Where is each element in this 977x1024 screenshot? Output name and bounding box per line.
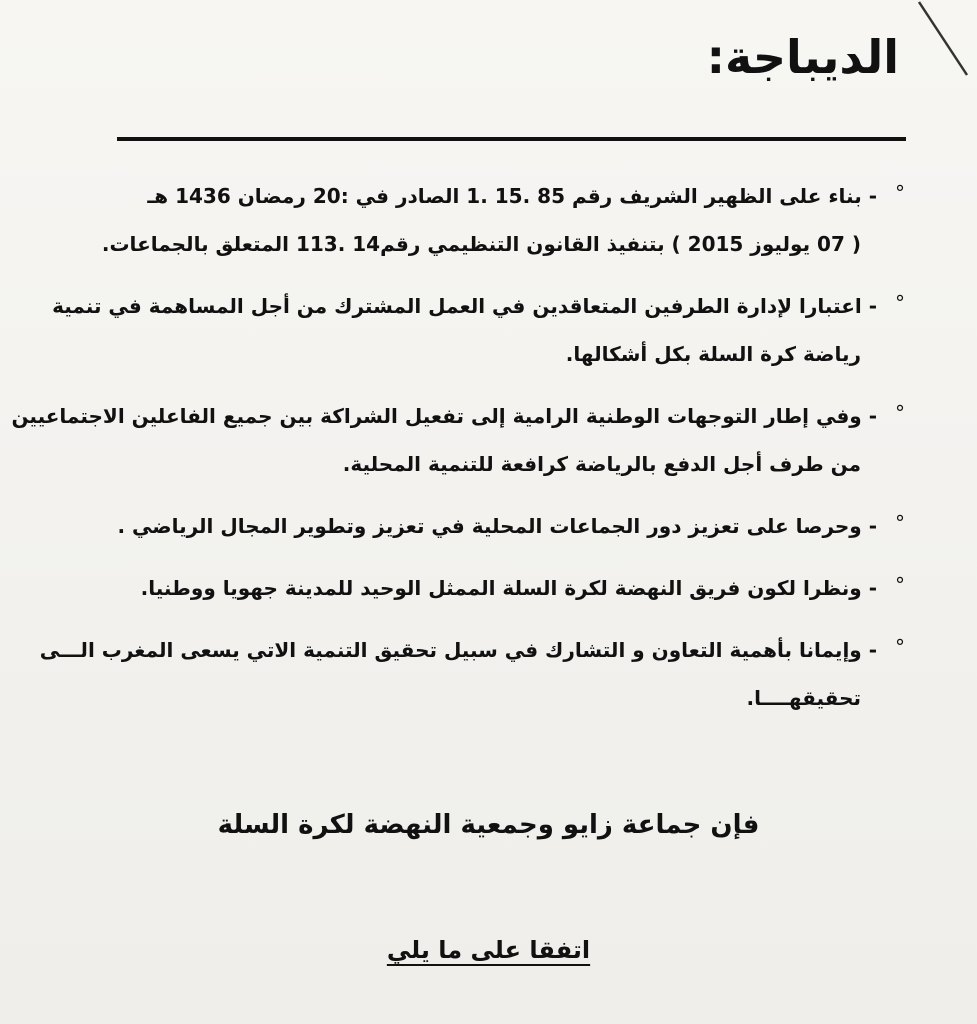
bullet-icon: ° — [895, 291, 905, 315]
bullet-icon: ° — [895, 401, 905, 425]
item-line: - ونظرا لكون فريق النهضة لكرة السلة الممثل الوحيد للمدينة جهويا ووطنيا. — [140, 576, 877, 600]
item-line: ( 07 يوليوز 2015 ) بتنفيذ القانون التنظيمي رقم14 .113 المتعلق بالجماعات. — [101, 232, 861, 256]
agreement-heading — [0, 925, 977, 975]
parties-statement: فإن جماعة زايو وجمعية النهضة لكرة السلة — [217, 810, 760, 840]
item-line: من طرف أجل الدفع بالرياضة كرافعة للتنمية المحلية. — [342, 452, 861, 476]
preamble-item-1 — [75, 172, 905, 268]
item-line: تحقيقهــــا. — [746, 686, 861, 710]
item-line: رياضة كرة السلة بكل أشكالها. — [565, 342, 861, 366]
bullet-icon: ° — [895, 181, 905, 205]
preamble-title: الديباجة: — [706, 30, 899, 84]
preamble-item-3 — [11, 392, 905, 488]
agreement-heading-text: اتفقا على ما يلي — [386, 936, 591, 964]
item-line: - وفي إطار التوجهات الوطنية الرامية إلى تفعيل الشراكة بين جميع الفاعلين الاجتماعيين — [11, 404, 877, 428]
bullet-icon: ° — [895, 511, 905, 535]
item-line: - اعتبارا لإدارة الطرفين المتعاقدين في العمل المشترك من أجل المساهمة في تنمية — [52, 294, 877, 318]
bullet-icon: ° — [895, 635, 905, 659]
preamble-item-4 — [75, 502, 905, 550]
preamble-item-5 — [75, 564, 905, 612]
item-line: - وحرصا على تعزيز دور الجماعات المحلية في تعزيز وتطوير المجال الرياضي . — [117, 514, 877, 538]
title-divider — [117, 137, 906, 141]
bullet-icon: ° — [895, 573, 905, 597]
preamble-item-2 — [52, 282, 905, 378]
pen-stroke-mark — [917, 0, 977, 90]
item-line: - وإيمانا بأهمية التعاون و التشارك في سبيل تحقيق التنمية الاتي يسعى المغرب الـــى — [39, 638, 877, 662]
item-line: - بناء على الظهير الشريف رقم 85 .15 .1 الصادر في :20 رمضان 1436 هـ — [147, 184, 877, 208]
preamble-item-6 — [39, 626, 905, 722]
preamble-list — [11, 172, 905, 736]
